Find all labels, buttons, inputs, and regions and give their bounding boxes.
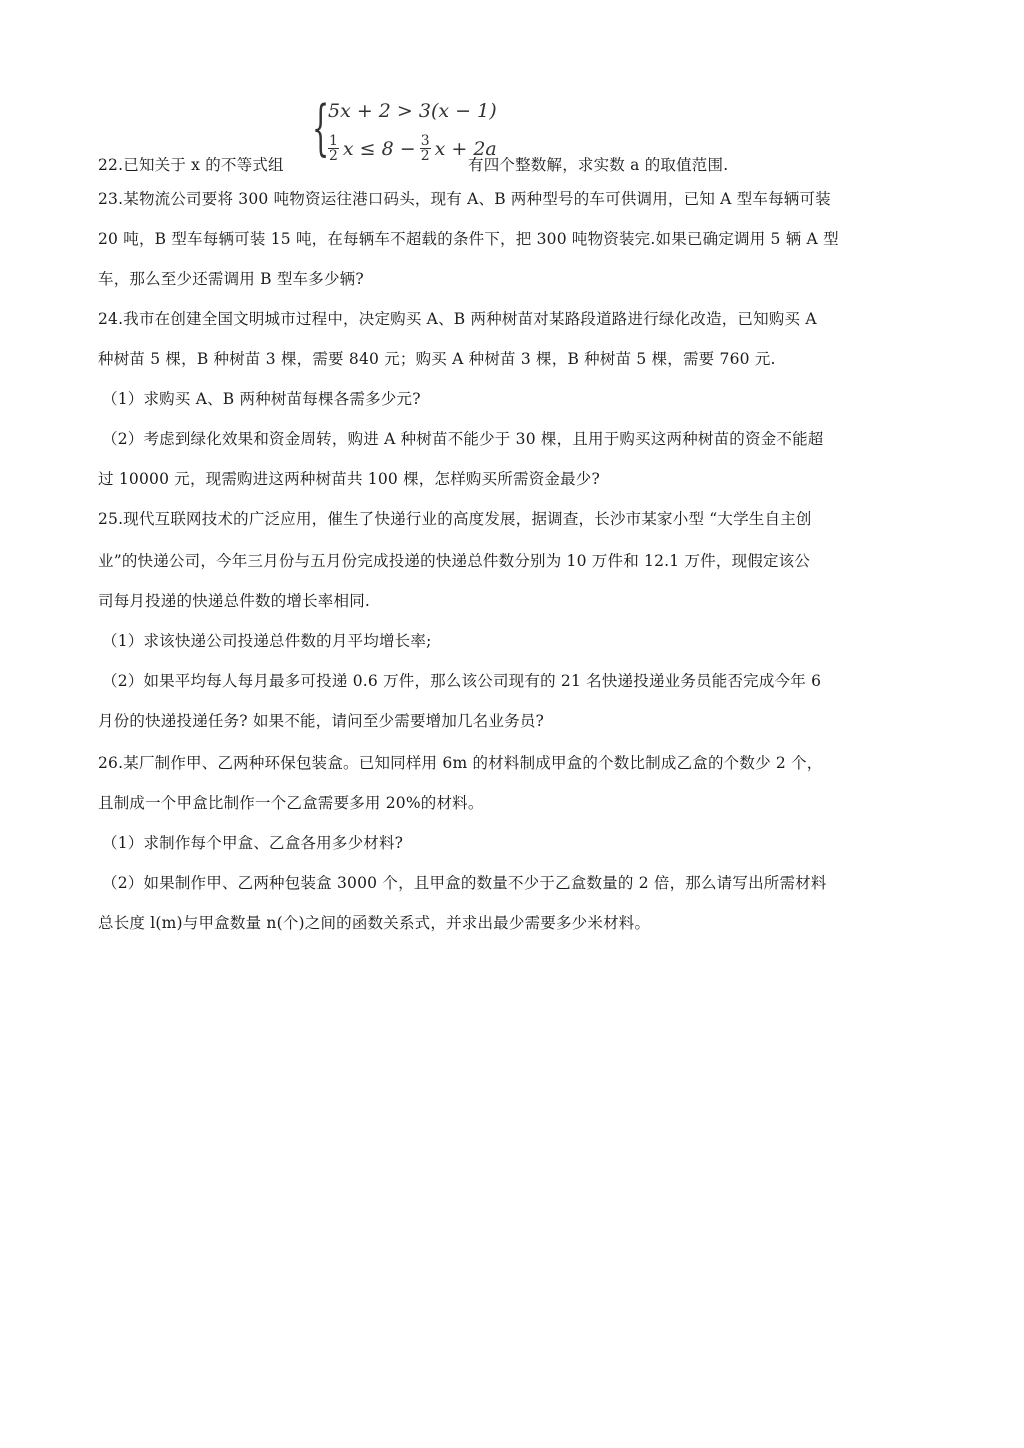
q22-prefix: 22.已知关于 x 的不等式组 [98,156,284,174]
fraction-one-half: $\frac{1}{2}$ [329,133,338,164]
inequality-1: 5x + 2 > 3(x − 1) [328,100,497,122]
q25-part-2-line-2: 月份的快递投递任务? 如果不能，请问至少需要增加几名业务员? [98,712,545,730]
q23-line-2: 20 吨，B 型车每辆可装 15 吨，在每辆车不超载的条件下，把 300 吨物资装完.如果已确定调用 5 辆 A 型 [98,230,839,248]
q25-line-2: 业”的快递公司，今年三月份与五月份完成投递的快递总件数分别为 10 万件和 12.1 万件，现假定该公 [98,552,811,570]
q26-part-2-line-2: 总长度 l(m)与甲盒数量 n(个)之间的函数关系式，并求出最少需要多少米材料。 [98,914,651,932]
q25-part-1: （1）求该快递公司投递总件数的月平均增长率; [102,632,432,650]
q24-part-2-line-2: 过 10000 元，现需购进这两种树苗共 100 棵，怎样购买所需资金最少? [98,470,601,488]
q24-line-2: 种树苗 5 棵，B 种树苗 3 棵，需要 840 元；购买 A 种树苗 3 棵，B 种树苗 5 棵，需要 760 元. [98,350,776,368]
q25-line-1: 25.现代互联网技术的广泛应用，催生了快递行业的高度发展，据调查，长沙市某家小型 “大学生自主创 [98,510,812,528]
q25-line-3: 司每月投递的快递总件数的增长率相同. [98,592,371,610]
inequality-2: $\frac{1}{2}$ x ≤ 8 − $\frac{3}{2}$ x + 2a [329,133,497,164]
q23-line-3: 车，那么至少还需调用 B 型车多少辆? [98,270,364,288]
q25-part-2-line-1: （2）如果平均每人每月最多可投递 0.6 万件，那么该公司现有的 21 名快递投递业务员能否完成今年 6 [102,672,822,690]
q26-part-2-line-1: （2）如果制作甲、乙两种包装盒 3000 个，且甲盒的数量不少于乙盒数量的 2 倍，那么请写出所需材料 [102,874,827,892]
left-brace: { [312,93,330,163]
q26-part-1: （1）求制作每个甲盒、乙盒各用多少材料? [102,834,404,852]
q24-part-2-line-1: （2）考虑到绿化效果和资金周转，购进 A 种树苗不能少于 30 棵，且用于购买这两种树苗的资金不能超 [102,430,824,448]
q22-suffix: 有四个整数解，求实数 a 的取值范围. [468,156,729,174]
fraction-three-halves: $\frac{3}{2}$ [420,133,430,164]
q24-part-1: （1）求购买 A、B 两种树苗每棵各需多少元? [102,390,421,408]
q23-line-1: 23.某物流公司要将 300 吨物资运往港口码头，现有 A、B 两种型号的车可供调用，已知 A 型车每辆可装 [98,190,831,208]
q26-line-2: 且制成一个甲盒比制作一个乙盒需要多用 20%的材料。 [98,794,484,812]
q24-line-1: 24.我市在创建全国文明城市过程中，决定购买 A、B 两种树苗对某路段道路进行绿化改造，已知购买 A [98,310,817,328]
q26-line-1: 26.某厂制作甲、乙两种环保包装盒。已知同样用 6m 的材料制成甲盒的个数比制成乙盒的个数少 2 个， [98,754,823,772]
